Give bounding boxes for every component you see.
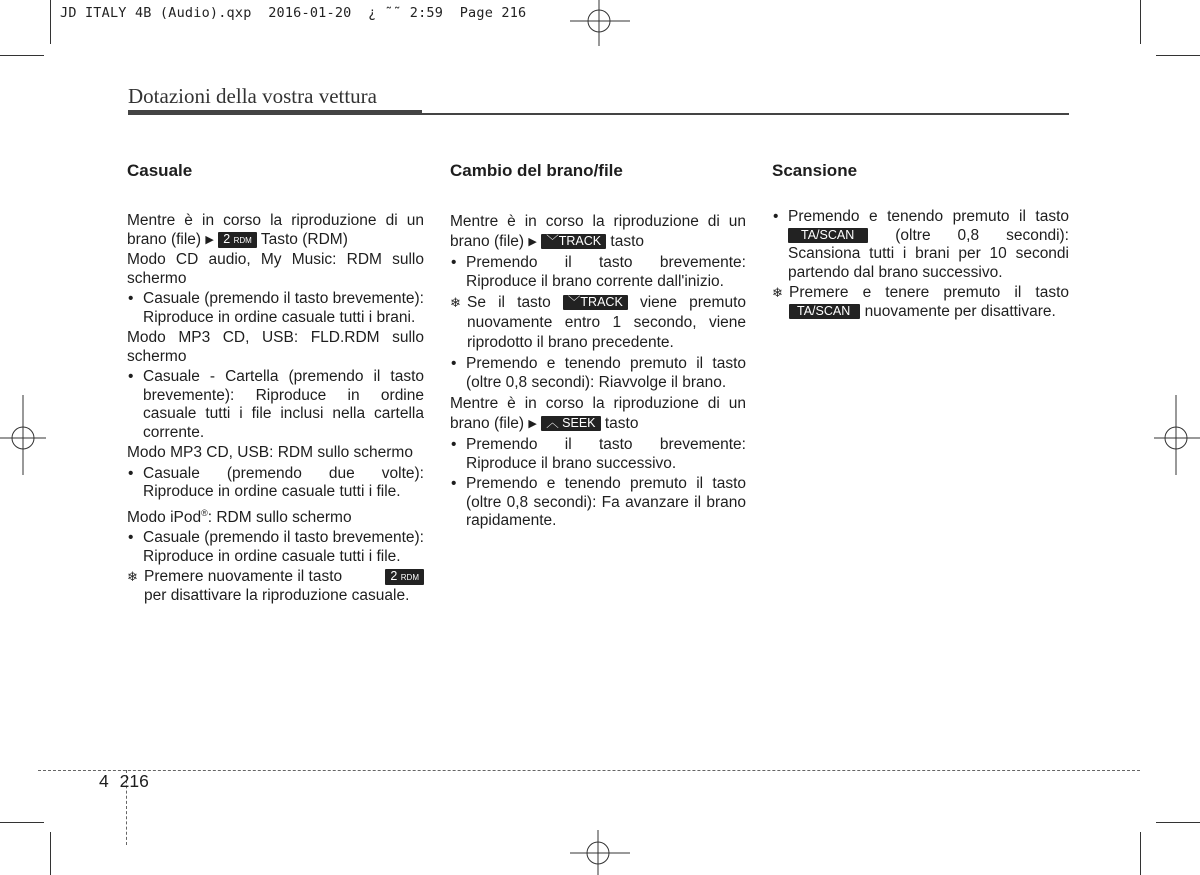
header-rule — [128, 110, 422, 115]
heading-cambio-brano: Cambio del brano/file — [450, 161, 623, 180]
crop-mark — [1156, 55, 1200, 56]
column-casuale — [127, 160, 424, 607]
list-item: • Premendo il tasto brevemente: Riproduce il brano corrente dall'inizio. — [450, 254, 746, 291]
note: ❄ Premere e tenere premuto il tasto TA/SCAN nuovamente per disattivare. — [772, 284, 1069, 321]
crop-mark — [50, 0, 51, 44]
play-icon: ▶ — [205, 233, 214, 246]
ta-scan-key: TA/SCAN — [789, 304, 860, 319]
registration-mark-icon — [570, 0, 630, 46]
chapter-number: 4 — [99, 771, 109, 791]
list-item: • Premendo e tenendo premuto il tasto TA/SCAN (oltre 0,8 secondi): Scansiona tutti i brani per 10 secondi partendo dal brano successivo. — [772, 208, 1069, 282]
paragraph: Modo iPod®: RDM sullo schermo — [127, 507, 352, 526]
note: ❄ Se il tasto ﹀TRACK viene premuto nuovamente entro 1 secondo, viene riprodotto il brano precedente. — [450, 293, 746, 353]
crop-mark — [1140, 832, 1141, 875]
list-item: • Premendo e tenendo premuto il tasto (oltre 0,8 secondi): Riavvolge il brano. — [450, 355, 746, 392]
page-number — [99, 771, 149, 792]
list-item: • Casuale (premendo due volte): Riproduce in ordine casuale tutti i file. — [127, 465, 424, 502]
list-item: • Premendo e tenendo premuto il tasto (oltre 0,8 secondi): Fa avanzare il brano rapidamente. — [450, 475, 746, 531]
play-icon: ▶ — [528, 418, 537, 430]
seek-up-key: ︿ SEEK — [541, 416, 600, 431]
play-icon: ▶ — [528, 236, 537, 248]
list-item: • Casuale (premendo il tasto brevemente): Riproduce in ordine casuale tutti i file. — [127, 529, 424, 566]
paragraph: Modo MP3 CD, USB: RDM sullo schermo — [127, 444, 413, 461]
crop-mark — [1140, 0, 1141, 44]
crop-mark — [50, 832, 51, 875]
heading-casuale: Casuale — [127, 161, 193, 180]
registration-mark-icon — [570, 830, 630, 875]
column-scansione — [772, 160, 1069, 323]
section-title: Dotazioni della vostra vettura — [128, 84, 377, 108]
list-item: • Premendo il tasto brevemente: Riproduce il brano successivo. — [450, 436, 746, 473]
print-slug: JD ITALY 4B (Audio).qxp 2016-01-20 ¿ ˜˜ 2:59 Page 216 — [60, 5, 527, 21]
paragraph: Modo MP3 CD, USB: FLD.RDM sullo schermo — [127, 329, 424, 365]
crop-mark — [1156, 822, 1200, 823]
registration-mark-icon — [1154, 395, 1200, 475]
paragraph: Mentre è in corso la riproduzione di un brano (file) ▶ ﹀TRACK tasto — [450, 213, 746, 250]
registration-mark-icon — [0, 395, 46, 475]
heading-scansione: Scansione — [772, 161, 858, 180]
crop-mark — [0, 822, 44, 823]
list-item: • Casuale - Cartella (premendo il tasto brevemente): Riproduce in ordine casuale tutti i file inclusi nella cartella corrente. — [127, 368, 424, 442]
header-rule-thin — [422, 113, 1069, 115]
footer-rule — [38, 770, 1140, 771]
column-cambio-brano — [450, 160, 746, 533]
paragraph: Modo CD audio, My Music: RDM sullo schermo — [127, 251, 424, 287]
ta-scan-key: TA/SCAN — [788, 228, 868, 243]
paragraph: Mentre è in corso la riproduzione di un brano (file) ▶ 2 RDM Tasto (RDM) — [127, 212, 424, 248]
paragraph: Mentre è in corso la riproduzione di un brano (file) ▶ ︿ SEEK tasto — [450, 395, 746, 432]
track-down-key: ﹀TRACK — [541, 234, 606, 249]
rdm-key: 2 RDM — [385, 569, 424, 585]
rdm-key: 2 RDM — [218, 232, 257, 248]
list-item: • Casuale (premendo il tasto brevemente): Riproduce in ordine casuale tutti i brani. — [127, 290, 424, 327]
note: ❄ Premere nuovamente il tasto 2 RDM per disattivare la riproduzione casuale. — [127, 568, 424, 605]
crop-mark — [0, 55, 44, 56]
track-down-key: ﹀TRACK — [563, 295, 628, 310]
page-number-value: 216 — [119, 771, 149, 791]
